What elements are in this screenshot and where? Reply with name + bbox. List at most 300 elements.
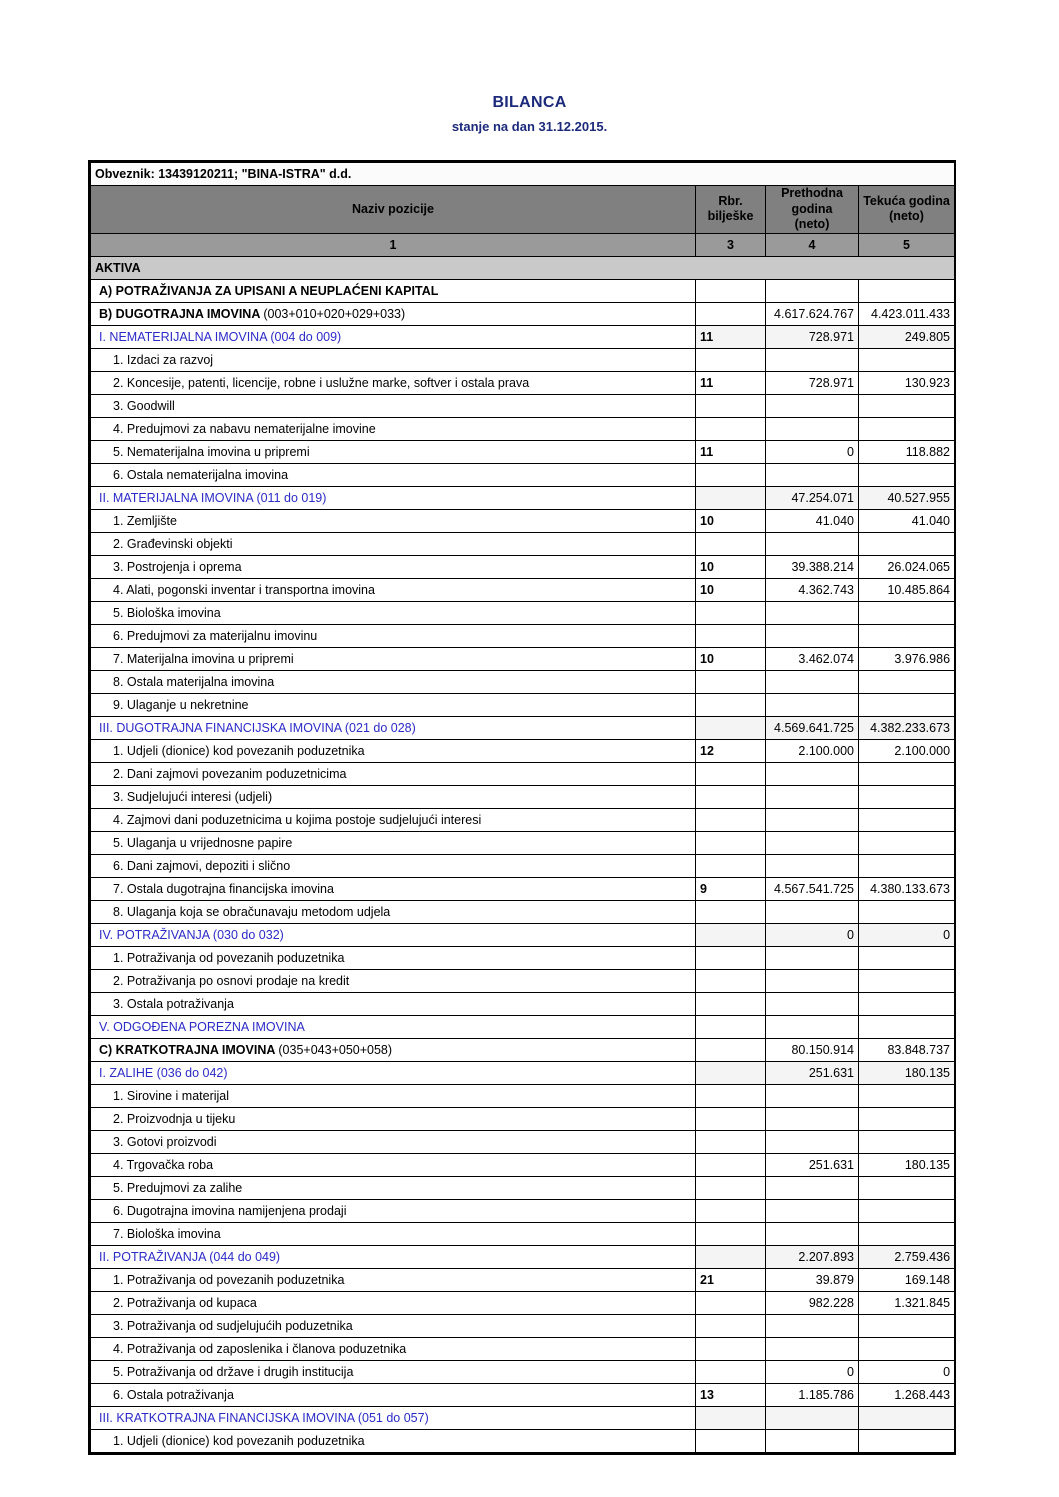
row-previous-year-cell [766,394,859,417]
row-note-cell [696,670,766,693]
row-current-year-cell: 4.380.133.673 [859,877,955,900]
row-current-year-cell: 0 [859,923,955,946]
row-previous-year-cell: 47.254.071 [766,486,859,509]
row-label: III. KRATKOTRAJNA FINANCIJSKA IMOVINA (051 do 057) [99,1410,429,1425]
row-label-cell [91,371,696,394]
row-current-year-cell [859,463,955,486]
row-label-cell [91,1383,696,1406]
row-label: 2. Proizvodnja u tijeku [113,1111,236,1126]
table-row [91,1176,955,1199]
row-label-cell [91,555,696,578]
column-header-row [91,186,955,234]
row-label: 4. Potraživanja od zaposlenika i članova poduzetnika [113,1341,407,1356]
row-previous-year-cell [766,1084,859,1107]
row-note-cell: 11 [696,371,766,394]
row-previous-year-cell [766,279,859,302]
row-label-cell [91,785,696,808]
row-current-year-cell: 180.135 [859,1153,955,1176]
section-band-label: AKTIVA [91,256,955,279]
row-note-cell: 11 [696,325,766,348]
row-current-year-cell: 130.923 [859,371,955,394]
row-label-cell [91,1222,696,1245]
row-label: II. POTRAŽIVANJA (044 do 049) [99,1249,281,1264]
row-current-year-cell [859,601,955,624]
row-current-year-cell [859,969,955,992]
row-current-year-cell [859,394,955,417]
row-label: 3. Potraživanja od sudjelujućih poduzetnika [113,1318,353,1333]
row-current-year-cell [859,1314,955,1337]
row-current-year-cell [859,1199,955,1222]
row-note-cell: 10 [696,509,766,532]
table-row [91,1245,955,1268]
row-current-year-cell: 249.805 [859,325,955,348]
table-row [91,785,955,808]
table-row [91,1038,955,1061]
row-previous-year-cell [766,670,859,693]
column-header-current-year [859,186,955,234]
page-title: BILANCA [492,94,567,111]
row-current-year-cell [859,1107,955,1130]
table-row [91,831,955,854]
row-note-cell [696,417,766,440]
row-label: 1. Zemljište [113,513,177,528]
column-number-name: 1 [91,233,696,256]
row-previous-year-cell: 251.631 [766,1061,859,1084]
table-row [91,808,955,831]
row-label-cell [91,877,696,900]
table-row [91,946,955,969]
row-label-cell [91,1406,696,1429]
row-label: 1. Sirovine i materijal [113,1088,230,1103]
row-label: 5. Biološka imovina [113,605,221,620]
row-previous-year-cell [766,900,859,923]
table-row [91,325,955,348]
row-label: II. MATERIJALNA IMOVINA (011 do 019) [99,490,327,505]
table-row [91,1061,955,1084]
row-label: 4. Trgovačka roba [113,1157,214,1172]
table-row [91,923,955,946]
row-label: 7. Biološka imovina [113,1226,221,1241]
row-previous-year-cell: 4.362.743 [766,578,859,601]
row-note-cell [696,1222,766,1245]
table-row [91,900,955,923]
row-label-cell [91,923,696,946]
row-note-cell [696,762,766,785]
row-current-year-cell [859,1429,955,1452]
row-label-cell [91,394,696,417]
row-label: 7. Materijalna imovina u pripremi [113,651,294,666]
row-previous-year-cell: 39.879 [766,1268,859,1291]
row-note-cell [696,1176,766,1199]
row-current-year-cell [859,417,955,440]
table-row [91,647,955,670]
row-note-cell [696,348,766,371]
row-label-cell [91,1291,696,1314]
table-row [91,716,955,739]
row-label: 6. Dani zajmovi, depoziti i slično [113,858,291,873]
row-previous-year-cell [766,1337,859,1360]
balance-sheet-table [90,162,955,1453]
row-current-year-cell [859,348,955,371]
row-current-year-cell [859,532,955,555]
row-label-cell [91,1153,696,1176]
row-label-cell [91,463,696,486]
table-row [91,509,955,532]
row-label-cell [91,1245,696,1268]
row-note-cell [696,946,766,969]
row-label: 1. Udjeli (dionice) kod povezanih poduzetnika [113,1433,365,1448]
table-row [91,302,955,325]
table-row [91,693,955,716]
column-number-note: 3 [696,233,766,256]
row-label: I. ZALIHE (036 do 042) [99,1065,228,1080]
page-subtitle: stanje na dan 31.12.2015. [451,119,608,134]
table-row [91,969,955,992]
column-header-prev-line1: Prethodna [781,186,843,200]
row-note-cell [696,1314,766,1337]
column-header-prev-line3: (neto) [794,217,830,232]
row-current-year-cell [859,992,955,1015]
row-previous-year-cell [766,1176,859,1199]
row-label-cell [91,1268,696,1291]
row-current-year-cell: 180.135 [859,1061,955,1084]
row-current-year-cell: 1.268.443 [859,1383,955,1406]
row-previous-year-cell [766,1130,859,1153]
table-row [91,578,955,601]
row-previous-year-cell: 251.631 [766,1153,859,1176]
row-previous-year-cell: 2.207.893 [766,1245,859,1268]
column-number-current: 5 [859,233,955,256]
row-current-year-cell [859,808,955,831]
row-label-cell [91,509,696,532]
table-row [91,417,955,440]
row-previous-year-cell [766,1429,859,1452]
table-row [91,463,955,486]
row-current-year-cell [859,1406,955,1429]
row-label-cell [91,1084,696,1107]
table-row [91,555,955,578]
row-label-cell [91,1199,696,1222]
row-previous-year-cell [766,1222,859,1245]
entity-label: Obveznik: 13439120211; "BINA-ISTRA" d.d. [91,163,955,186]
row-note-cell: 9 [696,877,766,900]
column-header-curr-line2: (neto) [889,209,924,224]
row-current-year-cell: 0 [859,1360,955,1383]
row-current-year-cell [859,693,955,716]
row-note-cell [696,808,766,831]
row-note-cell [696,601,766,624]
table-row [91,992,955,1015]
row-previous-year-cell [766,601,859,624]
row-previous-year-cell: 4.569.641.725 [766,716,859,739]
table-row [91,1429,955,1452]
row-label: 9. Ulaganje u nekretnine [113,697,249,712]
row-label: 5. Ulaganja u vrijednosne papire [113,835,293,850]
row-note-cell: 10 [696,578,766,601]
table-row [91,1360,955,1383]
row-current-year-cell [859,279,955,302]
row-current-year-cell: 2.100.000 [859,739,955,762]
table-row [91,440,955,463]
row-label-cell [91,670,696,693]
row-previous-year-cell [766,762,859,785]
row-formula: (003+010+020+029+033) [263,306,406,321]
table-row [91,1337,955,1360]
row-previous-year-cell: 41.040 [766,509,859,532]
row-note-cell [696,486,766,509]
row-label: 6. Predujmovi za materijalnu imovinu [113,628,318,643]
row-label: 2. Koncesije, patenti, licencije, robne i uslužne marke, softver i ostala prava [113,375,530,390]
row-previous-year-cell: 982.228 [766,1291,859,1314]
row-previous-year-cell: 80.150.914 [766,1038,859,1061]
row-note-cell [696,992,766,1015]
row-current-year-cell [859,946,955,969]
row-previous-year-cell [766,417,859,440]
row-note-cell [696,1337,766,1360]
row-previous-year-cell [766,808,859,831]
row-label: 6. Ostala potraživanja [113,1387,234,1402]
row-note-cell [696,532,766,555]
row-current-year-cell: 1.321.845 [859,1291,955,1314]
row-note-cell [696,1061,766,1084]
row-label: 1. Udjeli (dionice) kod povezanih poduzetnika [113,743,365,758]
row-label: 2. Potraživanja po osnovi prodaje na kredit [113,973,350,988]
table-row [91,486,955,509]
row-label-cell [91,1130,696,1153]
row-current-year-cell: 169.148 [859,1268,955,1291]
row-note-cell: 10 [696,647,766,670]
row-previous-year-cell: 728.971 [766,325,859,348]
table-row [91,1107,955,1130]
row-previous-year-cell [766,532,859,555]
section-band-row [91,256,955,279]
row-previous-year-cell: 4.567.541.725 [766,877,859,900]
row-previous-year-cell [766,831,859,854]
row-label-cell [91,486,696,509]
row-current-year-cell: 4.423.011.433 [859,302,955,325]
row-previous-year-cell: 1.185.786 [766,1383,859,1406]
row-note-cell: 10 [696,555,766,578]
row-label-cell [91,647,696,670]
table-body [91,163,955,280]
row-note-cell [696,1406,766,1429]
row-previous-year-cell [766,992,859,1015]
row-previous-year-cell: 0 [766,440,859,463]
row-current-year-cell [859,1337,955,1360]
row-note-cell [696,1107,766,1130]
row-label-cell [91,348,696,371]
row-label: 8. Ostala materijalna imovina [113,674,275,689]
row-note-cell [696,1153,766,1176]
row-previous-year-cell: 0 [766,1360,859,1383]
row-current-year-cell [859,1015,955,1038]
row-label: 3. Gotovi proizvodi [113,1134,217,1149]
table-row [91,1153,955,1176]
row-note-cell [696,1084,766,1107]
row-current-year-cell: 83.848.737 [859,1038,955,1061]
row-label: 3. Sudjelujući interesi (udjeli) [113,789,273,804]
row-note-cell [696,831,766,854]
row-label: 6. Dugotrajna imovina namijenjena prodaji [113,1203,347,1218]
row-label: 4. Predujmovi za nabavu nematerijalne imovine [113,421,376,436]
row-previous-year-cell [766,1406,859,1429]
row-label: C) KRATKOTRAJNA IMOVINA (035+043+050+058) [99,1042,393,1057]
row-previous-year-cell [766,969,859,992]
row-note-cell [696,1015,766,1038]
row-current-year-cell: 10.485.864 [859,578,955,601]
row-current-year-cell: 41.040 [859,509,955,532]
row-label-cell [91,624,696,647]
row-label-cell [91,900,696,923]
row-label: A) POTRAŽIVANJA ZA UPISANI A NEUPLAĆENI KAPITAL [99,283,439,298]
row-current-year-cell [859,762,955,785]
row-label-cell [91,808,696,831]
row-previous-year-cell [766,1199,859,1222]
row-current-year-cell [859,1222,955,1245]
row-label-cell [91,1429,696,1452]
column-header-curr-line1: Tekuća godina [863,193,950,208]
row-current-year-cell [859,831,955,854]
row-label-cell [91,969,696,992]
row-label: 3. Goodwill [113,398,175,413]
row-note-cell: 11 [696,440,766,463]
row-previous-year-cell [766,785,859,808]
row-note-cell [696,900,766,923]
row-label: 5. Predujmovi za zalihe [113,1180,243,1195]
row-current-year-cell [859,1176,955,1199]
table-row [91,854,955,877]
row-label-cell [91,1314,696,1337]
row-label-cell [91,1107,696,1130]
row-label: 1. Potraživanja od povezanih poduzetnika [113,950,345,965]
table-row [91,1130,955,1153]
row-previous-year-cell [766,1015,859,1038]
row-note-cell [696,1360,766,1383]
table-row [91,601,955,624]
row-label: 1. Potraživanja od povezanih poduzetnika [113,1272,345,1287]
row-label-cell [91,578,696,601]
table-row [91,532,955,555]
row-label-cell [91,831,696,854]
row-current-year-cell [859,624,955,647]
table-row [91,1291,955,1314]
row-note-cell [696,1199,766,1222]
row-label: B) DUGOTRAJNA IMOVINA (003+010+020+029+033) [99,306,406,321]
row-note-cell [696,969,766,992]
row-label-cell [91,279,696,302]
row-label: 2. Dani zajmovi povezanim poduzetnicima [113,766,347,781]
row-previous-year-cell: 2.100.000 [766,739,859,762]
row-label: 4. Alati, pogonski inventar i transportna imovina [113,582,375,597]
row-note-cell [696,1130,766,1153]
row-note-cell: 12 [696,739,766,762]
row-note-cell [696,1291,766,1314]
row-label-cell [91,762,696,785]
row-note-cell [696,279,766,302]
row-formula: (035+043+050+058) [278,1042,393,1057]
row-label-cell [91,716,696,739]
row-label-cell [91,532,696,555]
row-current-year-cell: 26.024.065 [859,555,955,578]
row-note-cell [696,716,766,739]
column-header-note-line1: Rbr. [718,193,743,208]
table-row [91,1015,955,1038]
row-label: IV. POTRAŽIVANJA (030 do 032) [99,927,284,942]
row-label-cell [91,601,696,624]
row-previous-year-cell [766,946,859,969]
table-row [91,394,955,417]
row-label-cell [91,1360,696,1383]
row-previous-year-cell: 3.462.074 [766,647,859,670]
row-current-year-cell: 4.382.233.673 [859,716,955,739]
row-note-cell [696,923,766,946]
row-note-cell [696,463,766,486]
table-row [91,1314,955,1337]
row-label-cell [91,417,696,440]
row-label: 4. Zajmovi dani poduzetnicima u kojima postoje sudjelujući interesi [113,812,482,827]
table-row [91,1222,955,1245]
table-row [91,1199,955,1222]
row-previous-year-cell [766,463,859,486]
column-header-note-line2: bilješke [707,209,754,224]
table-row [91,1084,955,1107]
table-row [91,624,955,647]
row-label: 2. Potraživanja od kupaca [113,1295,257,1310]
row-label: V. ODGOĐENA POREZNA IMOVINA [99,1019,305,1034]
row-label: 6. Ostala nematerijalna imovina [113,467,289,482]
row-previous-year-cell [766,348,859,371]
row-label-cell [91,946,696,969]
row-previous-year-cell [766,1107,859,1130]
row-label-cell [91,325,696,348]
column-number-row [91,233,955,256]
row-note-cell: 21 [696,1268,766,1291]
row-current-year-cell [859,670,955,693]
column-header-name: Naziv pozicije [91,186,696,234]
row-label-cell [91,1038,696,1061]
column-header-note [696,186,766,234]
row-current-year-cell: 118.882 [859,440,955,463]
row-label-cell [91,1015,696,1038]
row-previous-year-cell: 39.388.214 [766,555,859,578]
row-label: 3. Ostala potraživanja [113,996,234,1011]
row-label-cell [91,1061,696,1084]
table-row [91,1268,955,1291]
balance-rows-body [91,279,955,1452]
row-label: 8. Ulaganja koja se obračunavaju metodom udjela [113,904,391,919]
row-note-cell [696,1429,766,1452]
row-label-cell [91,854,696,877]
table-row [91,1383,955,1406]
row-note-cell: 13 [696,1383,766,1406]
row-current-year-cell: 40.527.955 [859,486,955,509]
table-row [91,371,955,394]
row-current-year-cell: 2.759.436 [859,1245,955,1268]
row-label-cell [91,739,696,762]
table-row [91,1406,955,1429]
row-current-year-cell [859,900,955,923]
row-current-year-cell [859,1084,955,1107]
row-previous-year-cell [766,693,859,716]
table-row [91,348,955,371]
column-header-previous-year [766,186,859,234]
row-note-cell [696,624,766,647]
row-label-cell [91,440,696,463]
table-row [91,762,955,785]
row-note-cell [696,1245,766,1268]
row-current-year-cell [859,785,955,808]
row-note-cell [696,693,766,716]
